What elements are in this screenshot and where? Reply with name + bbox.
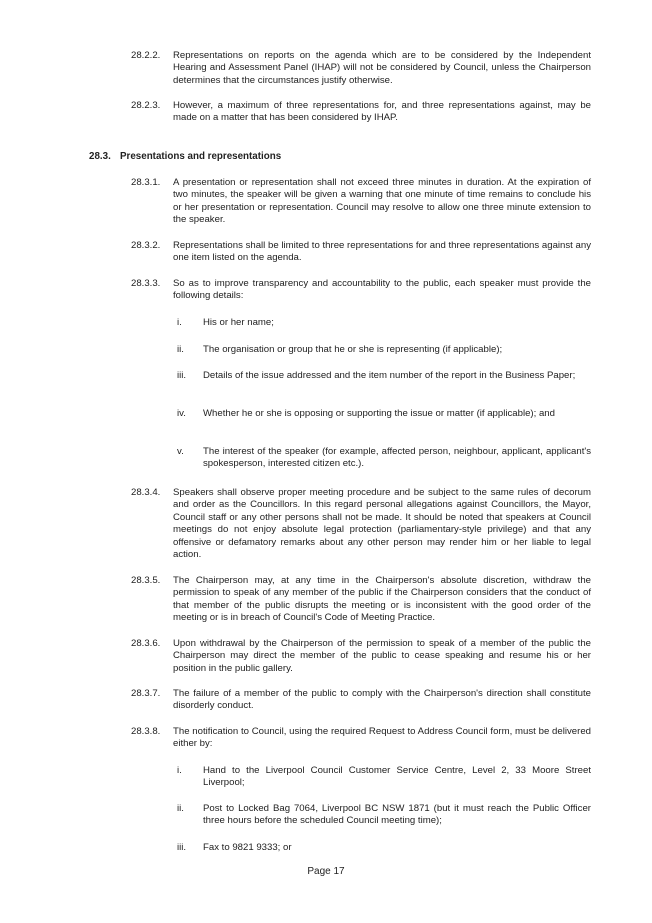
list-item-text: Fax to 9821 9333; or (203, 842, 292, 853)
clause-number: 28.3.3. (131, 278, 161, 289)
list-item-number: iv. (177, 408, 186, 419)
list-item-text: Whether he or she is opposing or supporting the issue or matter (if applicable); and (203, 408, 555, 419)
clause-text: The failure of a member of the public to comply with the Chairperson's direction shall constitute disorderly conduct. (173, 688, 591, 712)
clause-text: Upon withdrawal by the Chairperson of the permission to speak of a member of the public the Chairperson may direct the member of the public to cease speaking and resume his or her position in the public gallery. (173, 638, 591, 674)
list-item-text: The interest of the speaker (for example, affected person, neighbour, applicant, applicant's spokesperson, interested citizen etc.). (203, 446, 591, 470)
clause-number: 28.3.1. (131, 177, 161, 188)
list-item-number: ii. (177, 344, 184, 355)
list-item-number: ii. (177, 803, 184, 814)
clause-number: 28.3.5. (131, 575, 161, 586)
list-item-text: The organisation or group that he or she is representing (if applicable); (203, 344, 503, 355)
list-item-number: iii. (177, 842, 187, 853)
clause-number: 28.3.6. (131, 638, 161, 649)
clause-number: 28.3.7. (131, 688, 161, 699)
clause-text: Representations shall be limited to three representations for and three representations against any one item listed on the agenda. (173, 240, 591, 264)
clause-number: 28.2.3. (131, 100, 161, 111)
list-item-text: Details of the issue addressed and the item number of the report in the Business Paper; (203, 370, 576, 381)
list-item-text: Hand to the Liverpool Council Customer Service Centre, Level 2, 33 Moore Street Liverpool; (203, 765, 591, 789)
list-item-text: Post to Locked Bag 7064, Liverpool BC NSW 1871 (but it must reach the Public Officer three hours before the scheduled Council meeting time); (203, 803, 591, 827)
clause-number: 28.3.4. (131, 487, 161, 498)
clause-text: The notification to Council, using the required Request to Address Council form, must be delivered either by: (173, 726, 591, 750)
clause-number: 28.3.2. (131, 240, 161, 251)
list-item-text: His or her name; (203, 317, 274, 328)
list-item-number: i. (177, 317, 182, 328)
list-item-number: i. (177, 765, 182, 776)
page-number: Page 17 (307, 866, 345, 877)
section-title: Presentations and representations (120, 151, 282, 162)
clause-text: The Chairperson may, at any time in the Chairperson's absolute discretion, withdraw the permission to speak of any member of the public if the Chairperson considers that the conduct of that member of the public disrupts the meeting or is inconsistent with the good order of the meeting or is in breach of Council's Code of Meeting Practice. (173, 575, 591, 624)
clause-number: 28.3.8. (131, 726, 161, 737)
clause-text: A presentation or representation shall not exceed three minutes in duration. At the expiration of two minutes, the speaker will be given a warning that one minute of time remains to conclude his or her presentation or representation. Council may resolve to allow one three minute extension to the speaker. (173, 177, 591, 226)
clause-text: However, a maximum of three representations for, and three representations against, may be made on a matter that has been considered by IHAP. (173, 100, 591, 124)
section-number: 28.3. (89, 151, 111, 162)
clause-number: 28.2.2. (131, 50, 161, 61)
clause-text: Speakers shall observe proper meeting procedure and be subject to the same rules of decorum and order as the Councillors. In this regard personal allegations against Councillors, the Mayor, Council staff or any other persons shall not be made. It should be noted that speakers at Council meetings do not enjoy absolute legal protection (parliamentary-style privilege) and that any offensive or defamatory remarks about any other person may render him or her liable to legal action. (173, 487, 591, 561)
list-item-number: v. (177, 446, 184, 457)
list-item-number: iii. (177, 370, 187, 381)
clause-text: So as to improve transparency and accountability to the public, each speaker must provide the following details: (173, 278, 591, 302)
clause-text: Representations on reports on the agenda which are to be considered by the Independent Hearing and Assessment Panel (IHAP) will not be considered by Council, unless the Chairperson determines that the circumstances justify otherwise. (173, 50, 591, 86)
